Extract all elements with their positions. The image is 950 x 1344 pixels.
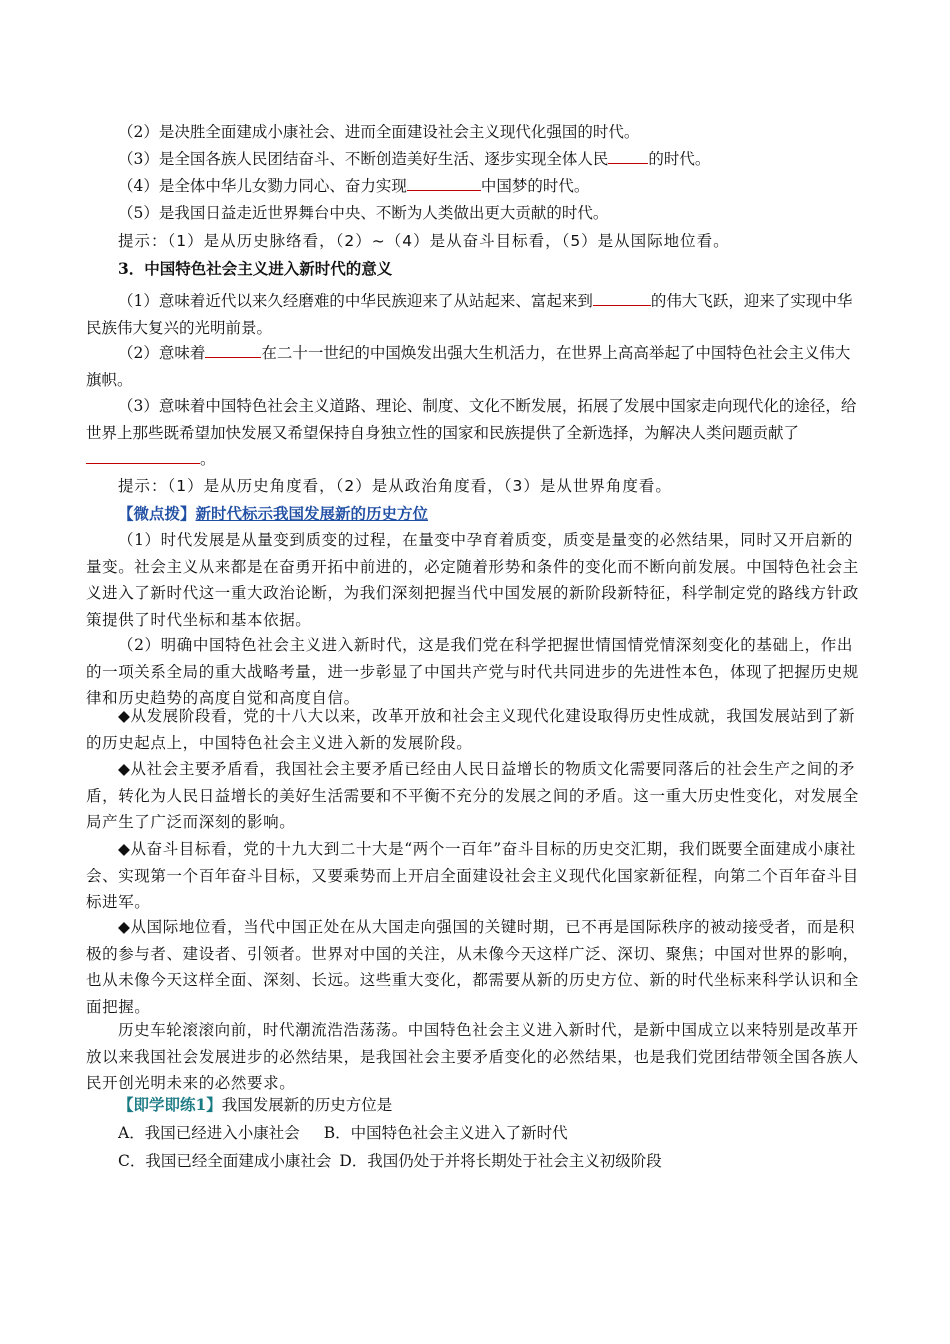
- meaning-1: （1）意味着近代以来久经磨难的中华民族迎来了从站起来、富起来到 的伟大飞跃，迎来了实现中华民族伟大复兴的光明前景。: [86, 288, 864, 341]
- era-item-3: （3）是全国各族人民团结奋斗、不断创造美好生活、逐步实现全体人民 的时代。: [86, 146, 864, 173]
- tip-closing: 历史车轮滚滚向前，时代潮流浩浩荡荡。中国特色社会主义进入新时代，是新中国成立以来特别是改革开放以来我国社会发展进步的必然结果，是我国社会主要矛盾变化的必然结果，也是我们党团结带领全国各族人民开创光明未来的必然要求。: [86, 1021, 859, 1092]
- section-3-heading: 3．中国特色社会主义进入新时代的意义: [118, 259, 393, 278]
- exercise-question: 【即学即练1】我国发展新的历史方位是: [118, 1095, 393, 1114]
- tip-paragraph-1: （1）时代发展是从量变到质变的过程，在量变中孕育着质变，质变是量变的必然结果，同时又开启新的量变。社会主义从来都是在奋勇开拓中前进的，必定随着形势和条件的变化而不断向前发展。中国特色社会主义进入了新时代这一重大政治论断，为我们深刻把握当代中国发展的新阶段新特征，科学制定党的路线方针政策提供了时代坐标和基本依据。: [86, 531, 859, 629]
- tip-paragraph-2: （2）明确中国特色社会主义进入新时代，这是我们党在科学把握世情国情党情深刻变化的基础上，作出的一项关系全局的重大战略考量，进一步彰显了中国共产党与时代共同进步的先进性本色，体现了把握历史规律和历史趋势的高度自觉和高度自信。: [86, 636, 859, 707]
- exercise-options-row-2: [86, 1148, 864, 1175]
- option-a[interactable]: A．我国已经进入小康社会: [118, 1124, 300, 1142]
- option-c[interactable]: C．我国已经全面建成小康社会: [118, 1152, 332, 1170]
- fill-blank[interactable]: [86, 447, 200, 464]
- tip-bullet-3: ◆从奋斗目标看，党的十九大到二十大是“两个一百年”奋斗目标的历史交汇期，我们既要全面建成小康社会、实现第一个百年奋斗目标，又要乘势而上开启全面建设社会主义现代化国家新征程，向第二个百年奋斗目标进军。: [86, 840, 859, 911]
- hint-meaning: 提示：（1）是从历史角度看，（2）是从政治角度看，（3）是从世界角度看。: [118, 477, 672, 495]
- era-item-2: （2）是决胜全面建成小康社会、进而全面建设社会主义现代化强国的时代。: [118, 123, 640, 141]
- meaning-2: （2）意味着 在二十一世纪的中国焕发出强大生机活力，在世界上高高举起了中国特色社会主义伟大旗帜。: [86, 340, 864, 393]
- tip-bullet-1: ◆从发展阶段看，党的十八大以来，改革开放和社会主义现代化建设取得历史性成就，我国发展站到了新的历史起点上，中国特色社会主义进入新的发展阶段。: [86, 707, 856, 752]
- exercise-options-row-1: [86, 1120, 864, 1147]
- tip-heading: 【微点拨】新时代标示我国发展新的历史方位: [118, 504, 429, 523]
- tip-bullet-4: ◆从国际地位看，当代中国正处在从大国走向强国的关键时期，已不再是国际秩序的被动接受者，而是积极的参与者、建设者、引领者。世界对中国的关注，从未像今天这样广泛、深切、聚焦；中国对世界的影响，也从未像今天这样全面、深刻、长远。这些重大变化，都需要从新的历史方位、新的时代坐标来科学认识和全面把握。: [86, 918, 859, 1016]
- era-item-4: （4）是全体中华儿女勠力同心、奋力实现 中国梦的时代。: [86, 173, 864, 200]
- fill-blank[interactable]: [205, 341, 261, 358]
- tip-bullet-2: ◆从社会主要矛盾看，我国社会主要矛盾已经由人民日益增长的物质文化需要同落后的社会生产之间的矛盾，转化为人民日益增长的美好生活需要和不平衡不充分的发展之间的矛盾。这一重大历史性变化，对发展全局产生了广泛而深刻的影响。: [86, 760, 859, 831]
- option-d[interactable]: D．我国仍处于并将长期处于社会主义初级阶段: [339, 1152, 662, 1170]
- fill-blank[interactable]: [608, 147, 648, 164]
- hint-era: 提示：（1）是从历史脉络看，（2）~（4）是从奋斗目标看，（5）是从国际地位看。: [118, 232, 730, 250]
- option-b[interactable]: B．中国特色社会主义进入了新时代: [323, 1124, 568, 1142]
- meaning-3: （3）意味着中国特色社会主义道路、理论、制度、文化不断发展，拓展了发展中国家走向现代化的途径，给世界上那些既希望加快发展又希望保持自身独立性的国家和民族提供了全新选择，为解决人类问题贡献了。: [86, 397, 857, 468]
- fill-blank[interactable]: [407, 174, 481, 191]
- era-item-5: （5）是我国日益走近世界舞台中央、不断为人类做出更大贡献的时代。: [118, 204, 609, 222]
- fill-blank[interactable]: [593, 289, 651, 306]
